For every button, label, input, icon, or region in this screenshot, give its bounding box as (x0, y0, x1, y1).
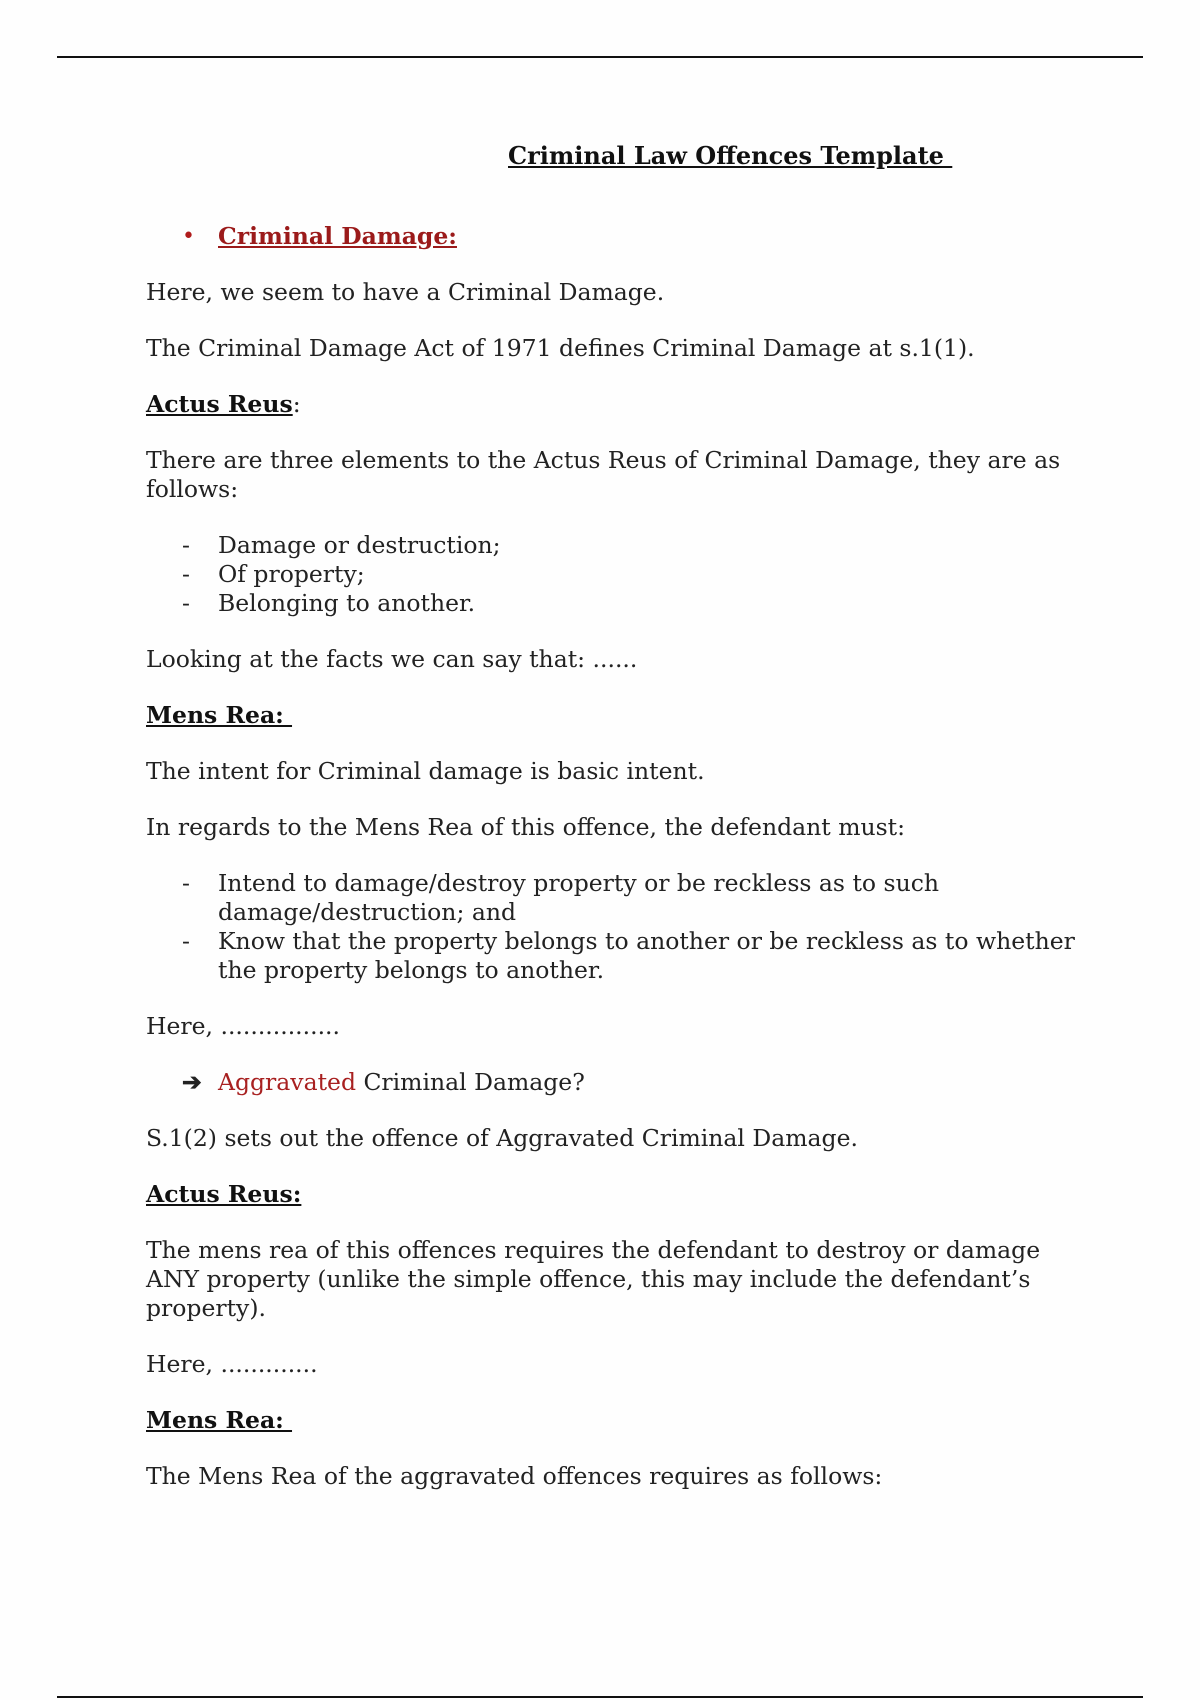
actus-elements-list (146, 531, 1076, 618)
list-item-text: Intend to damage/destroy property or be reckless as to such damage/destruction; and (218, 869, 939, 926)
actus-reus-heading: Actus Reus (146, 390, 293, 418)
subheading (146, 1180, 1076, 1209)
dash-icon: - (182, 927, 190, 955)
paragraph: Here, ................ (146, 1012, 341, 1040)
list-item (146, 531, 1076, 560)
mens-rea-heading: Mens Rea: (146, 701, 293, 729)
paragraph: Here, we seem to have a Criminal Damage. (146, 278, 665, 306)
bullet-icon: • (182, 224, 195, 249)
heading-colon: : (292, 390, 301, 418)
list-item-text: Belonging to another. (218, 589, 476, 617)
subheading (146, 1406, 1076, 1435)
dash-icon: - (182, 531, 190, 559)
paragraph: Here, ............. (146, 1350, 318, 1378)
mens-elements-list (146, 869, 1076, 985)
list-item (146, 560, 1076, 589)
header-rule (57, 56, 1143, 58)
mens-rea-heading: Mens Rea: (146, 1406, 293, 1434)
subheading (146, 390, 1076, 419)
paragraph: The Criminal Damage Act of 1971 defines Criminal Damage at s.1(1). (146, 334, 975, 362)
paragraph: In regards to the Mens Rea of this offence, the defendant must: (146, 813, 906, 841)
aggravated-rest: Criminal Damage? (355, 1068, 585, 1096)
paragraph: The Mens Rea of the aggravated offences requires as follows: (146, 1462, 883, 1490)
dash-icon: - (182, 869, 190, 897)
document-title: Criminal Law Offences Template (508, 141, 953, 170)
arrow-right-icon: ➔ (182, 1068, 202, 1096)
section-heading-text: Criminal Damage: (218, 222, 457, 250)
paragraph: S.1(2) sets out the offence of Aggravated Criminal Damage. (146, 1124, 858, 1152)
dash-icon: - (182, 560, 190, 588)
paragraph: The intent for Criminal damage is basic intent. (146, 757, 705, 785)
aggravated-label: Aggravated (218, 1068, 356, 1096)
subheading (146, 701, 1076, 730)
aggravated-line (146, 1068, 1076, 1097)
actus-reus-heading: Actus Reus: (146, 1180, 302, 1208)
list-item-text: Know that the property belongs to another or be reckless as to whether the property belongs to another. (218, 927, 1075, 984)
document-body (146, 141, 1076, 1491)
footer-rule (57, 1696, 1143, 1698)
list-item (146, 869, 1076, 927)
list-item (146, 589, 1076, 618)
paragraph: Looking at the facts we can say that: ...... (146, 645, 638, 673)
paragraph: There are three elements to the Actus Reus of Criminal Damage, they are as follows: (146, 446, 1061, 503)
list-item-text: Of property; (218, 560, 365, 588)
section-heading (146, 222, 1076, 251)
list-item (146, 927, 1076, 985)
paragraph: The mens rea of this offences requires the defendant to destroy or damage ANY property (unlike the simple offence, this may include the defendant’s property). (146, 1236, 1041, 1322)
dash-icon: - (182, 589, 190, 617)
list-item-text: Damage or destruction; (218, 531, 501, 559)
